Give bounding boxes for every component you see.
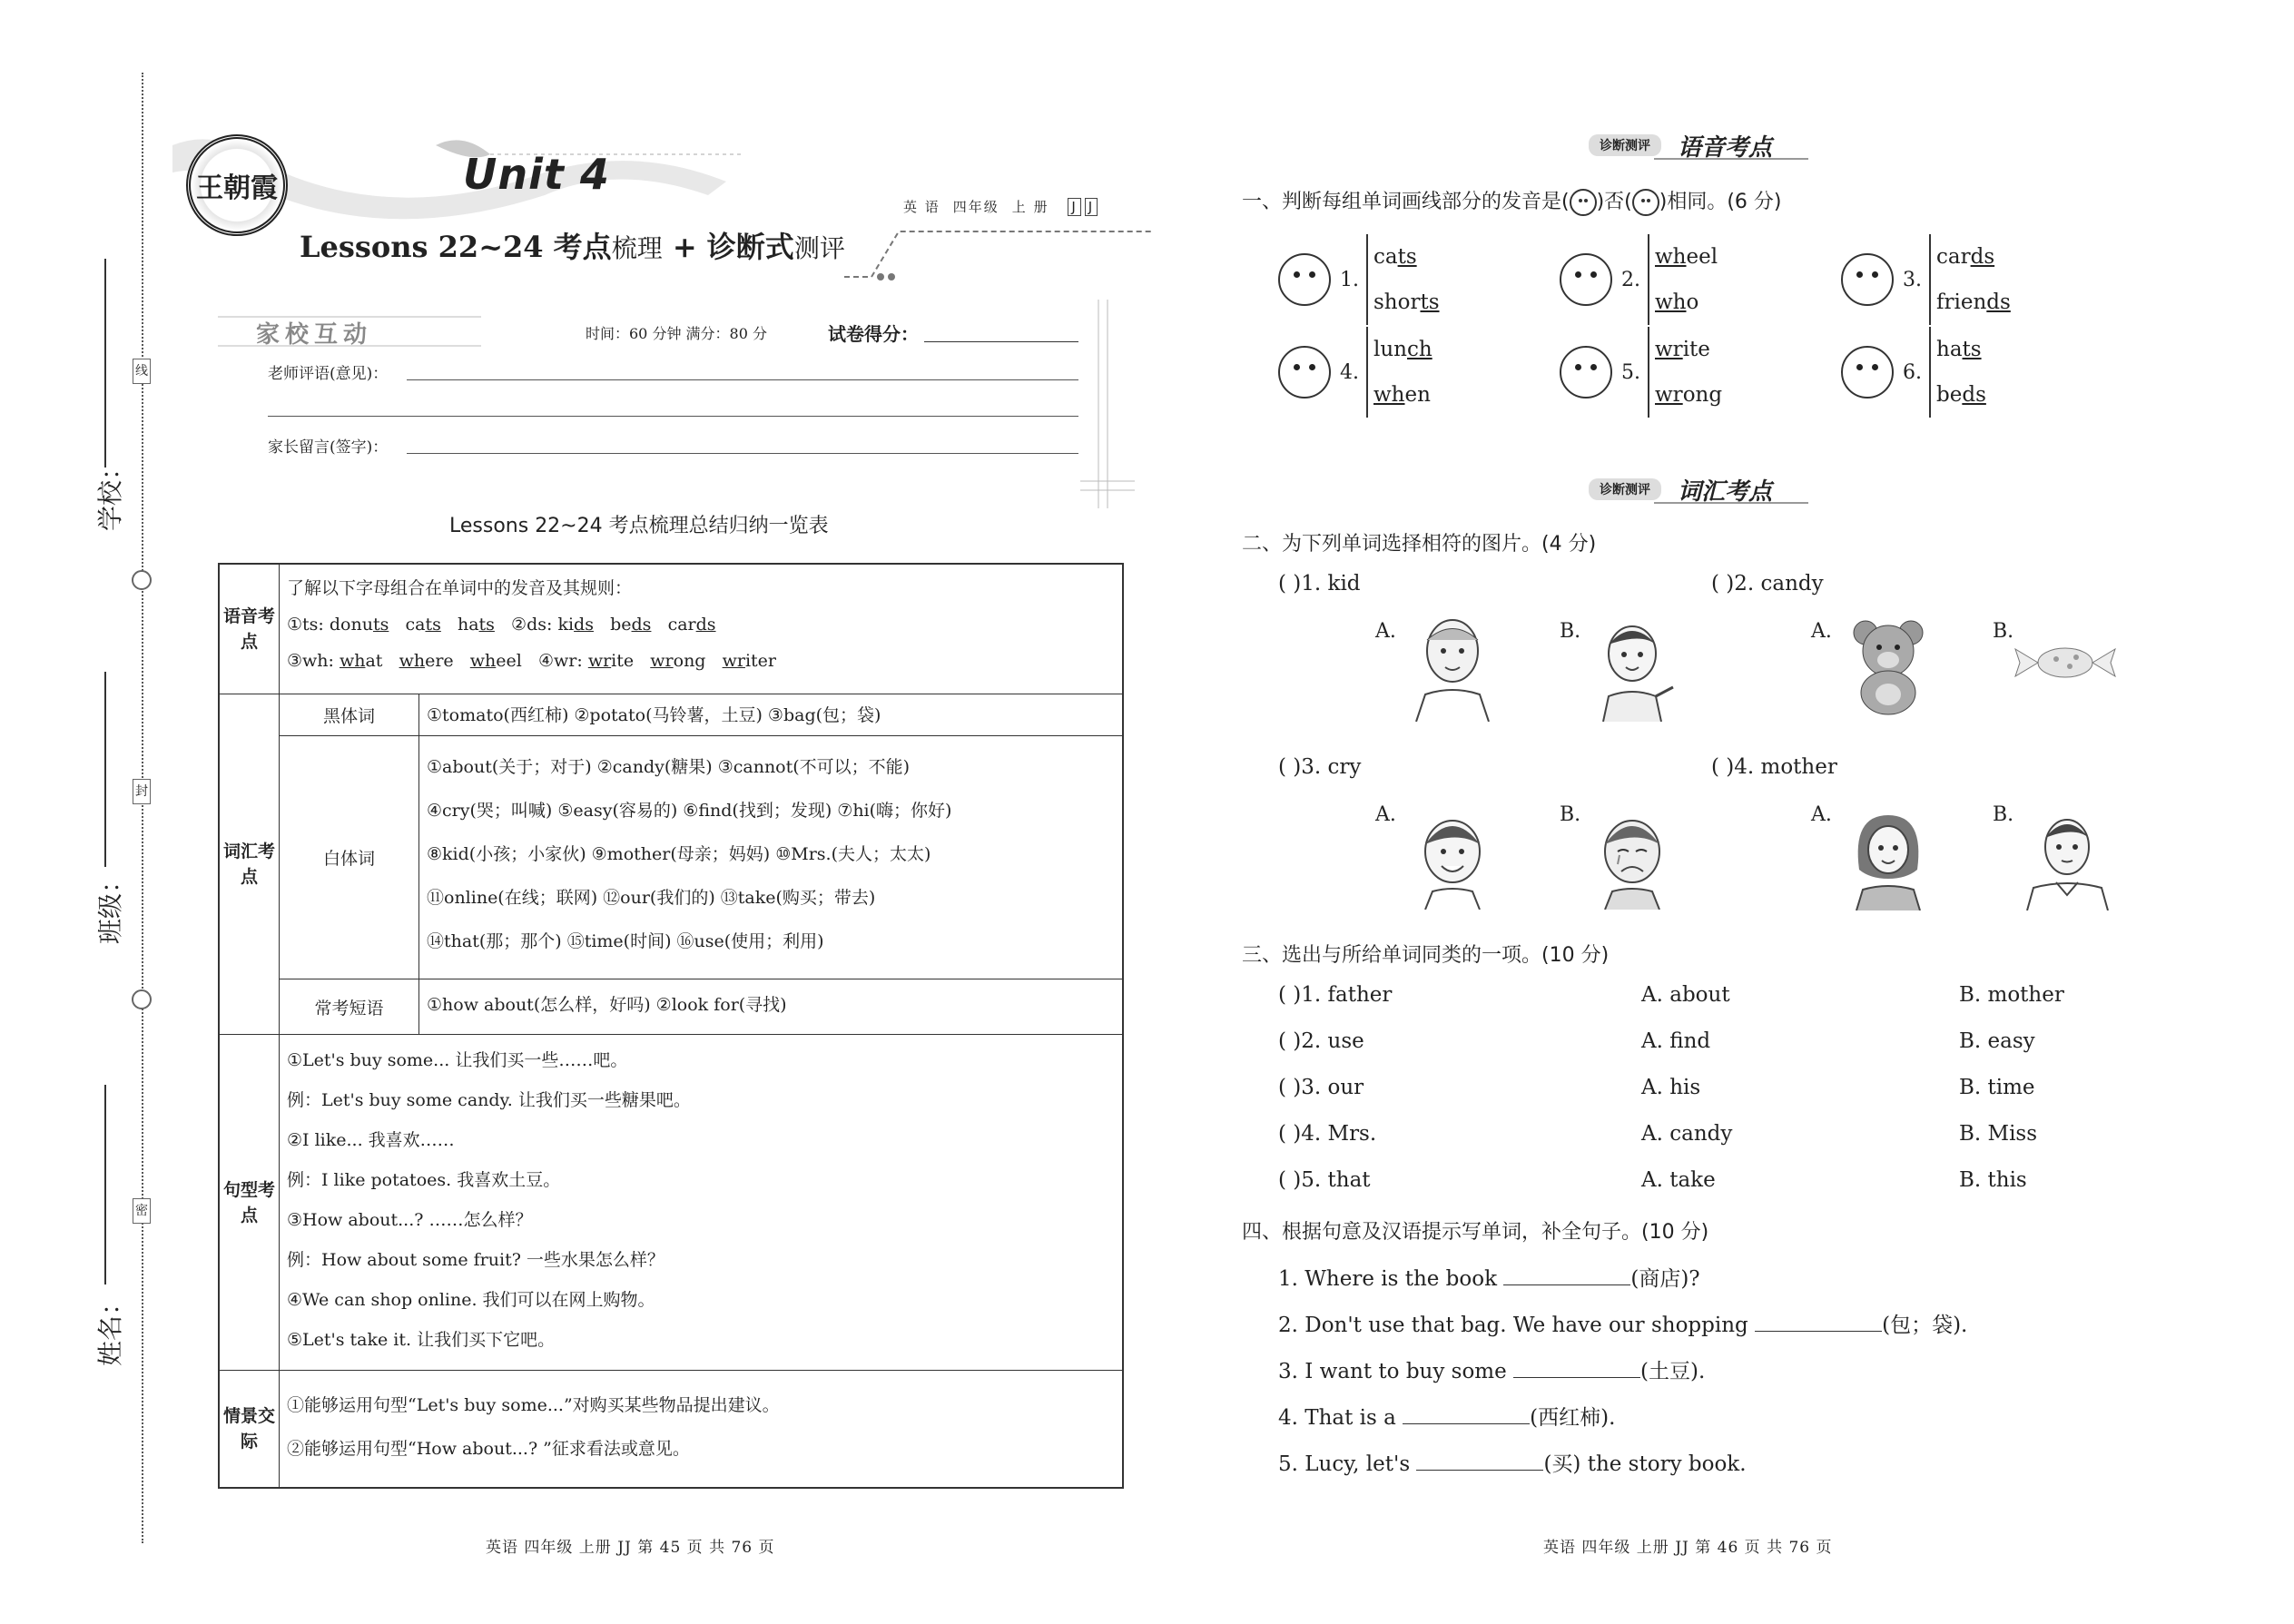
phonetics-section bbox=[220, 565, 1122, 694]
q3-5-option-a[interactable]: A. take bbox=[1641, 1168, 1716, 1192]
class-field-line bbox=[104, 672, 106, 867]
q2-4-option-a: A. bbox=[1811, 803, 1832, 826]
bold-words-label: 黑体词 bbox=[280, 694, 419, 735]
sentence-section bbox=[220, 1035, 1122, 1371]
scene-label: 情景交际 bbox=[220, 1371, 280, 1487]
teacher-comment-label: 老师评语(意见)： bbox=[268, 365, 389, 383]
answer-face-icon[interactable] bbox=[1841, 253, 1894, 306]
q4-3-blank[interactable] bbox=[1513, 1377, 1640, 1378]
footer-left: 英语 四年级 上册 JJ 第 45 页 共 76 页 bbox=[486, 1539, 775, 1557]
q4-item-1: 1. Where is the book (商店)? bbox=[1278, 1267, 1700, 1291]
q2-item-4[interactable]: ( )4. mother bbox=[1711, 755, 1837, 779]
phonetics-wh-wr: ③wh: what where wheel ④wr: write wrong writer bbox=[287, 651, 776, 671]
parent-comment-field[interactable] bbox=[407, 453, 1078, 454]
q4-4-blank[interactable] bbox=[1403, 1423, 1530, 1424]
class-label: 班级： bbox=[95, 867, 125, 944]
vocab-section-tag: 诊断测评 词汇考点 bbox=[1589, 474, 1808, 505]
candy-image bbox=[2011, 635, 2120, 690]
q3-4-option-a[interactable]: A. candy bbox=[1641, 1122, 1733, 1146]
q2-2-option-a: A. bbox=[1811, 620, 1832, 643]
q2-3-option-a: A. bbox=[1375, 803, 1396, 826]
phonetics-ts-ds: ①ts: donuts cats hats ②ds: kids beds cards bbox=[287, 615, 716, 635]
phonetics-intro: 了解以下字母组合在单词中的发音及其规则： bbox=[287, 578, 633, 598]
binding-hole bbox=[132, 989, 152, 1009]
footer-right: 英语 四年级 上册 JJ 第 46 页 共 76 页 bbox=[1543, 1539, 1833, 1557]
header-dashed-path bbox=[844, 213, 1157, 286]
woman-image bbox=[1843, 806, 1934, 910]
scene-section bbox=[220, 1371, 1122, 1487]
q4-1-blank[interactable] bbox=[1503, 1284, 1630, 1285]
answer-face-icon[interactable] bbox=[1560, 346, 1612, 399]
binding-mark-feng: 封 bbox=[133, 779, 151, 804]
vocab-section bbox=[220, 694, 1122, 1035]
exam-meta: 时间：60 分钟 满分：80 分 bbox=[586, 325, 767, 342]
q1-item-2: 2. wheel who bbox=[1560, 234, 1718, 325]
q2-item-2[interactable]: ( )2. candy bbox=[1711, 572, 1824, 595]
q2-1-option-b: B. bbox=[1560, 620, 1581, 643]
q3-5-option-b[interactable]: B. this bbox=[1959, 1168, 2027, 1192]
q2-item-1[interactable]: ( )1. kid bbox=[1278, 572, 1361, 595]
q3-item-2[interactable]: ( )2. use bbox=[1278, 1029, 1364, 1053]
binding-mark-mi: 密 bbox=[133, 1198, 151, 1224]
answer-face-icon[interactable] bbox=[1278, 253, 1331, 306]
score-field[interactable] bbox=[924, 341, 1078, 342]
grade-tags: 英 语 四年级 上 册 J J bbox=[903, 197, 1101, 216]
phonetics-body bbox=[280, 565, 1122, 694]
q4-title: 四、根据句意及汉语提示写单词，补全句子。(10 分) bbox=[1242, 1221, 1709, 1244]
man-image bbox=[2020, 806, 2115, 910]
q1-item-1: 1. cats shorts bbox=[1278, 234, 1440, 325]
sad-face-icon bbox=[1632, 189, 1659, 216]
q3-1-option-a[interactable]: A. about bbox=[1641, 983, 1730, 1007]
sentence-label: 句型考点 bbox=[220, 1035, 280, 1370]
binding-hole bbox=[132, 570, 152, 590]
boy-image bbox=[1587, 613, 1678, 722]
corner-decoration bbox=[1080, 300, 1135, 536]
vocab-label: 词汇考点 bbox=[220, 694, 280, 1034]
smiling-boy-image bbox=[1407, 808, 1498, 910]
publisher-logo: 王朝霞 bbox=[186, 134, 288, 236]
phrases: ①how about(怎么样，好吗) ②look for(寻找) bbox=[427, 995, 787, 1015]
q3-3-option-b[interactable]: B. time bbox=[1959, 1076, 2035, 1099]
q1-item-5: 5. write wrong bbox=[1560, 327, 1722, 418]
q4-item-2: 2. Don't use that bag. We have our shopping (包；袋). bbox=[1278, 1314, 1968, 1337]
bold-words: ①tomato(西红柿) ②potato(马铃薯，土豆) ③bag(包；袋) bbox=[427, 705, 881, 725]
school-label: 学校： bbox=[95, 454, 125, 531]
old-man-image bbox=[1407, 613, 1498, 722]
teddy-bear-image bbox=[1843, 613, 1934, 717]
binding-dotted-line bbox=[142, 73, 143, 1543]
family-school-heading: 家校互动 bbox=[256, 321, 373, 349]
q1-item-3: 3. cards friends bbox=[1841, 234, 2011, 325]
q3-item-1[interactable]: ( )1. father bbox=[1278, 983, 1393, 1007]
q4-2-blank[interactable] bbox=[1755, 1331, 1882, 1332]
school-field-line bbox=[104, 259, 106, 468]
score-label: 试卷得分： bbox=[828, 323, 919, 345]
q3-4-option-b[interactable]: B. Miss bbox=[1959, 1122, 2038, 1146]
q1-item-6: 6. hats beds bbox=[1841, 327, 1986, 418]
q2-title: 二、为下列单词选择相符的图片。(4 分) bbox=[1242, 533, 1597, 556]
lessons-title: Lessons 22~24 考点梳理 + 诊断式测评 bbox=[300, 230, 845, 264]
parent-comment-label: 家长留言(签字)： bbox=[268, 438, 389, 457]
q3-item-5[interactable]: ( )5. that bbox=[1278, 1168, 1371, 1192]
q3-3-option-a[interactable]: A. his bbox=[1641, 1076, 1701, 1099]
summary-title: Lessons 22~24 考点梳理总结归纳一览表 bbox=[449, 515, 829, 537]
crying-boy-image bbox=[1587, 808, 1678, 910]
answer-face-icon[interactable] bbox=[1841, 346, 1894, 399]
name-label: 姓名： bbox=[95, 1289, 125, 1366]
q3-item-3[interactable]: ( )3. our bbox=[1278, 1076, 1364, 1099]
teacher-comment-field-2[interactable] bbox=[268, 416, 1078, 417]
binding-mark-xian: 线 bbox=[133, 359, 151, 384]
smile-face-icon bbox=[1570, 189, 1597, 216]
q2-3-option-b: B. bbox=[1560, 803, 1581, 826]
summary-table bbox=[218, 563, 1124, 1489]
q4-item-4: 4. That is a (西红柿). bbox=[1278, 1406, 1616, 1430]
phonetics-section-tag: 诊断测评 语音考点 bbox=[1589, 130, 1808, 161]
q3-2-option-b[interactable]: B. easy bbox=[1959, 1029, 2035, 1053]
phrases-row bbox=[280, 979, 1122, 1034]
name-field-line bbox=[104, 1085, 106, 1284]
bold-words-row bbox=[280, 694, 1122, 736]
q3-1-option-b[interactable]: B. mother bbox=[1959, 983, 2064, 1007]
unit-title: Unit 4 bbox=[463, 150, 610, 199]
scene-body: ①能够运用句型“Let's buy some...”对购买某些物品提出建议。 ②能够运用句型“How about...? ”征求看法或意见。 bbox=[287, 1395, 780, 1459]
q3-item-4[interactable]: ( )4. Mrs. bbox=[1278, 1122, 1377, 1146]
q2-4-option-b: B. bbox=[1993, 803, 2014, 826]
q2-1-option-a: A. bbox=[1375, 620, 1396, 643]
q1-item-4: 4. lunch when bbox=[1278, 327, 1433, 418]
q3-2-option-a[interactable]: A. find bbox=[1641, 1029, 1711, 1053]
plain-words: ①about(关于；对于) ②candy(糖果) ③cannot(不可以；不能) ④cry(哭；叫喊) ⑤easy(容易的) ⑥find(找到；发现) ⑦hi(嗨；你好) ⑧kid(小孩；小家伙) ⑨mother(母亲；妈妈) ⑩Mrs.(夫人；太太) ⑪online(在线；联网) ⑫our(我们的) ⑬take(购买；带去) ⑭that(那；那个) ⑮time(时间) ⑯use(使用；利用) bbox=[427, 757, 952, 951]
q2-2-option-b: B. bbox=[1993, 620, 2014, 643]
q4-5-blank[interactable] bbox=[1416, 1470, 1543, 1471]
answer-face-icon[interactable] bbox=[1278, 346, 1331, 399]
sentence-body: ①Let's buy some... 让我们买一些……吧。 例：Let's buy some candy. 让我们买一些糖果吧。 ②I like... 我喜欢…… 例：I like potatoes. 我喜欢土豆。 ③How about...? ……怎么样？ 例：How about some fruit? 一些水果怎么样？ ④We can shop online. 我们可以在网上购物。 ⑤Let's take it. 让我们买下它吧。 bbox=[287, 1050, 691, 1350]
q2-item-3[interactable]: ( )3. cry bbox=[1278, 755, 1362, 779]
q4-item-3: 3. I want to buy some (土豆). bbox=[1278, 1360, 1706, 1383]
q3-title: 三、选出与所给单词同类的一项。(10 分) bbox=[1242, 944, 1610, 967]
phrases-label: 常考短语 bbox=[280, 979, 419, 1034]
answer-face-icon[interactable] bbox=[1560, 253, 1612, 306]
teacher-comment-field[interactable] bbox=[407, 379, 1078, 380]
q4-item-5: 5. Lucy, let's (买) the story book. bbox=[1278, 1452, 1747, 1476]
q1-title: 一、判断每组单词画线部分的发音是( )否( )相同。(6 分) bbox=[1242, 186, 1782, 216]
phonetics-label: 语音考点 bbox=[220, 565, 280, 694]
plain-words-label: 白体词 bbox=[280, 736, 419, 979]
plain-words-row bbox=[280, 736, 1122, 979]
